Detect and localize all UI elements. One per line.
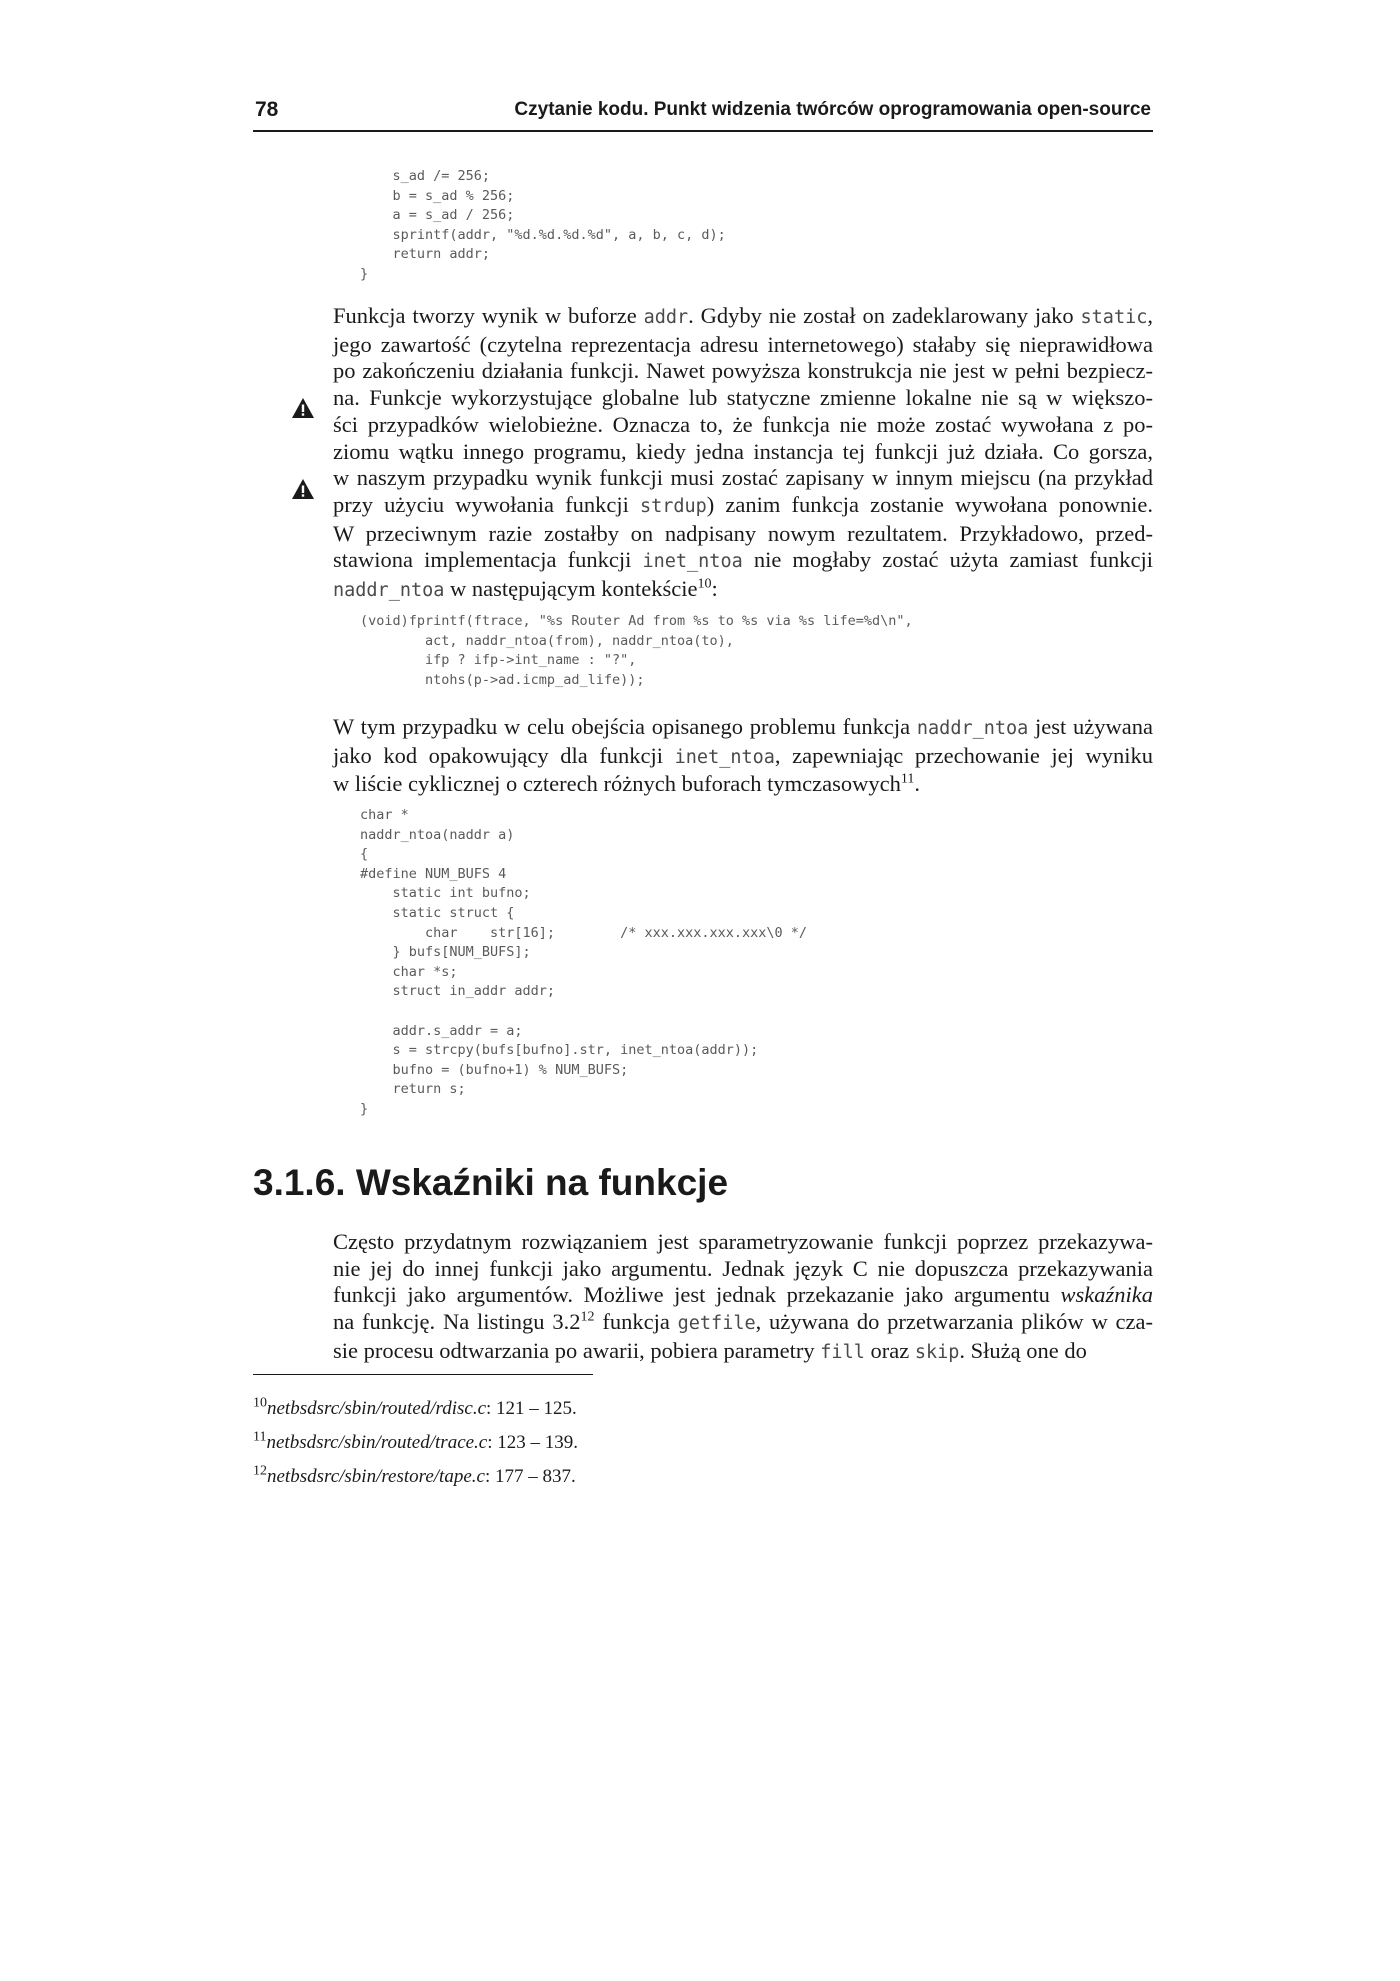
inline-code: fill xyxy=(820,1341,865,1363)
text-line: w liście cyklicznej o czterech różnych buforach tymczasowych$^{11}$. xyxy=(333,771,920,797)
text-line: nie jej do innej funkcji jako argumentu. Jednak język C nie dopuszcza przekazywania xyxy=(333,1255,1153,1281)
text-line: W tym przypadku w celu obejścia opisanego problemu funkcja naddr_ntoa jest używana xyxy=(333,714,1153,739)
footnote-source-path: netbsdsrc/sbin/routed/trace.c xyxy=(266,1432,488,1453)
paragraph-function-pointers xyxy=(333,1229,1153,1367)
section-heading: 3.1.6. Wskaźniki na funkcje xyxy=(253,1162,729,1203)
text-line: stawiona implementacja funkcji inet_ntoa nie mogłaby zostać użyta zamiast funkcji xyxy=(333,547,1153,573)
text-line: jako kod opakowujący dla funkcji inet_ntoa, zapewniając przechowanie jej wyniku xyxy=(333,742,1153,768)
warning-icon xyxy=(291,478,315,500)
text-line: na funkcję. Na listingu $3.2^{12}$ funkcja getfile, używana do przetwarzania plików w cza- xyxy=(333,1309,1154,1335)
page-number: 78 xyxy=(255,98,279,121)
running-header-title: Czytanie kodu. Punkt widzenia twórców oprogramowania open-source xyxy=(514,99,1151,120)
footnote xyxy=(253,1395,577,1420)
code-listing-2: (void)fprintf(ftrace, "%s Router Ad from %s to %s via %s life=%d\n", act, naddr_ntoa(from), naddr_ntoa(to), ifp ? ifp->int_name : "?", ntohs(p->ad.icmp_ad_life)); xyxy=(360,613,913,688)
text-line: jego zawartość (czytelna reprezentacja adresu internetowego) stałaby się nieprawidłowa xyxy=(333,331,1153,357)
footnote-ref: 11 xyxy=(900,771,915,787)
inline-code: inet_ntoa xyxy=(642,551,743,573)
inline-code: addr xyxy=(643,307,689,328)
emphasis: wskaźnika xyxy=(1060,1282,1153,1308)
footnote-source-path: netbsdsrc/sbin/routed/rdisc.c xyxy=(267,1398,487,1419)
footnote-line-range: : 121 – 125. xyxy=(486,1398,577,1419)
footnote xyxy=(253,1463,576,1488)
footnote-ref: 10 xyxy=(697,576,712,592)
text-line: ziomu wątku innego programu, kiedy jedna instancja tej funkcji już działa. Co gorsza, xyxy=(333,438,1153,464)
paragraph-naddr-ntoa xyxy=(333,714,1153,798)
text-line: Funkcja tworzy wynik w buforze addr. Gdyby nie został on zadeklarowany jako static, xyxy=(333,303,1153,328)
footnote-source-path: netbsdsrc/sbin/restore/tape.c xyxy=(267,1466,485,1487)
warning-icon xyxy=(291,397,315,419)
footnote-line-range: : 123 – 139. xyxy=(487,1432,579,1453)
inline-code: naddr_ntoa xyxy=(916,718,1029,739)
text-line: W przeciwnym razie zostałby on nadpisany nowym rezultatem. Przykładowo, przed- xyxy=(333,520,1153,546)
code-listing-1: s_ad /= 256; b = s_ad % 256; a = s_ad / 256; sprintf(addr, "%d.%d.%d.%d", a, b, c, d); return addr; } xyxy=(360,168,726,282)
footnote xyxy=(253,1429,579,1454)
text-line: sie procesu odtwarzania po awarii, pobiera parametry fill oraz skip. Służą one do xyxy=(333,1337,1087,1363)
inline-code: strdup xyxy=(639,495,707,517)
footnote-ref: 12 xyxy=(580,1309,595,1325)
code-listing-3: char * naddr_ntoa(naddr a) { #define NUM_BUFS 4 static int bufno; static struct { char str[16]; /* xxx.xxx.xxx.xxx\0 */ } bufs[NUM_BUFS]; char *s; struct in_addr addr; addr.s_addr = a; s = strcpy(bufs[bufno].str, inet_ntoa(addr)); bufno = (bufno+1) % NUM_BUFS; return s; } xyxy=(360,807,808,1117)
text-line: funkcji jako argumentów. Możliwe jest jednak przekazanie jako argumentu wskaźnika xyxy=(333,1282,1153,1308)
text-line: po zakończeniu działania funkcji. Nawet powyższa konstrukcja nie jest w pełni bezpiecz- xyxy=(333,358,1153,384)
inline-code: skip xyxy=(914,1341,960,1363)
footnote-line-range: : 177 – 837. xyxy=(484,1466,576,1487)
inline-code: getfile xyxy=(677,1313,756,1335)
footnote-divider xyxy=(253,1374,593,1375)
inline-code: static xyxy=(1080,307,1148,328)
footnote-number: 11 xyxy=(253,1429,267,1445)
text-line: naddr_ntoa w następującym kontekście$^{10}$: xyxy=(333,576,718,602)
text-line: Często przydatnym rozwiązaniem jest sparametryzowanie funkcji poprzez przekazywa- xyxy=(333,1229,1153,1254)
footnote-number: 10 xyxy=(253,1395,267,1411)
text-line: ści przypadków wielobieżne. Oznacza to, że funkcja nie może zostać wywołana z po- xyxy=(333,411,1153,437)
footnote-number: 12 xyxy=(253,1463,267,1479)
text-line: w naszym przypadku wynik funkcji musi zostać zapisany w innym miejscu (na przykład xyxy=(333,465,1153,491)
inline-code: inet_ntoa xyxy=(674,746,775,768)
paragraph-reentrancy xyxy=(333,303,1153,605)
text-line: na. Funkcje wykorzystujące globalne lub statyczne zmienne lokalne nie są w większo- xyxy=(333,385,1153,411)
inline-code: naddr_ntoa xyxy=(333,580,445,602)
text-line: przy użyciu wywołania funkcji strdup) zanim funkcja zostanie wywołana ponownie. xyxy=(333,491,1153,517)
running-header xyxy=(253,98,1153,132)
